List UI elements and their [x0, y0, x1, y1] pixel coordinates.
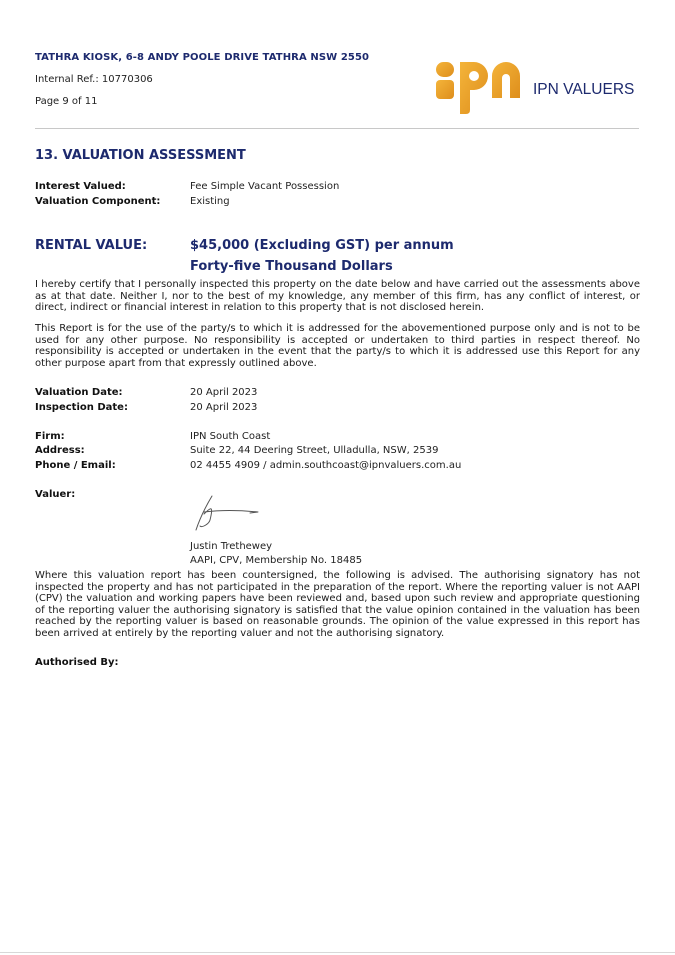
- ipn-valuers-logo: [430, 58, 635, 116]
- header-divider: [35, 128, 639, 129]
- page-number: Page 9 of 11: [35, 96, 98, 107]
- rental-value-label: RENTAL VALUE:: [35, 238, 148, 253]
- phone-email-label: Phone / Email:: [35, 460, 116, 471]
- firm-label: Firm:: [35, 431, 65, 442]
- rental-value-amount: $45,000 (Excluding GST) per annum: [190, 238, 454, 253]
- valuer-credentials: AAPI, CPV, Membership No. 18485: [190, 555, 363, 566]
- section-title: 13. VALUATION ASSESSMENT: [35, 148, 246, 163]
- valuer-label: Valuer:: [35, 489, 76, 500]
- valuation-date-label: Valuation Date:: [35, 387, 123, 398]
- interest-valued-label: Interest Valued:: [35, 181, 126, 192]
- authorised-by-label: Authorised By:: [35, 657, 119, 668]
- page-bottom-edge: [0, 952, 675, 953]
- address-label: Address:: [35, 445, 85, 456]
- property-header-title: TATHRA KIOSK, 6-8 ANDY POOLE DRIVE TATHRA NSW 2550: [35, 52, 370, 63]
- interest-valued-value: Fee Simple Vacant Possession: [190, 181, 340, 192]
- report-use-paragraph: This Report is for the use of the party/s to which it is addressed for the abovementioned purpose only and is not to be used for any other purpose. No responsibility is accepted or undertaken to third parties in respect thereof. No responsibility is accepted or undertaken in the event that the party/s to which it is addressed use this Report for any other purpose apart from that expressly outlined above.: [35, 323, 640, 369]
- internal-reference: Internal Ref.: 10770306: [35, 74, 153, 85]
- valuation-component-value: Existing: [190, 196, 230, 207]
- ipn-logo-mark-icon: [430, 58, 635, 116]
- countersign-paragraph: Where this valuation report has been countersigned, the following is advised. The authorising signatory has not inspected the property and has not participated in the preparation of the report. Where the reporting valuer is not AAPI (CPV) the valuation and working papers have been reviewed and, based upon such review and appropriate questioning of the reporting valuer the authorising signatory is satisfied that the value opinion contained in the valuation has been reached by the reporting valuer is based on reasonable grounds. The opinion of the value expressed in this report has been arrived at entirely by the reporting valuer and not the authorising signatory.: [35, 570, 640, 639]
- valuation-component-label: Valuation Component:: [35, 196, 161, 207]
- inspection-date-value: 20 April 2023: [190, 402, 258, 413]
- valuer-signature: [190, 494, 265, 534]
- certification-paragraph: I hereby certify that I personally inspected this property on the date below and have carried out the assessments above as at that date. Neither I, nor to the best of my knowledge, any member of this firm, has any conflict of interest, or direct, indirect or financial interest in relation to this property that is not disclosed herein.: [35, 279, 640, 313]
- firm-value: IPN South Coast: [190, 431, 271, 442]
- rental-value-words: Forty-five Thousand Dollars: [190, 259, 393, 274]
- signature-icon: [190, 494, 265, 534]
- valuation-date-value: 20 April 2023: [190, 387, 258, 398]
- address-value: Suite 22, 44 Deering Street, Ulladulla, NSW, 2539: [190, 445, 439, 456]
- logo-wordmark: IPN VALUERS: [533, 81, 635, 98]
- valuer-name: Justin Trethewey: [190, 541, 273, 552]
- phone-email-value: 02 4455 4909 / admin.southcoast@ipnvaluers.com.au: [190, 460, 462, 471]
- inspection-date-label: Inspection Date:: [35, 402, 128, 413]
